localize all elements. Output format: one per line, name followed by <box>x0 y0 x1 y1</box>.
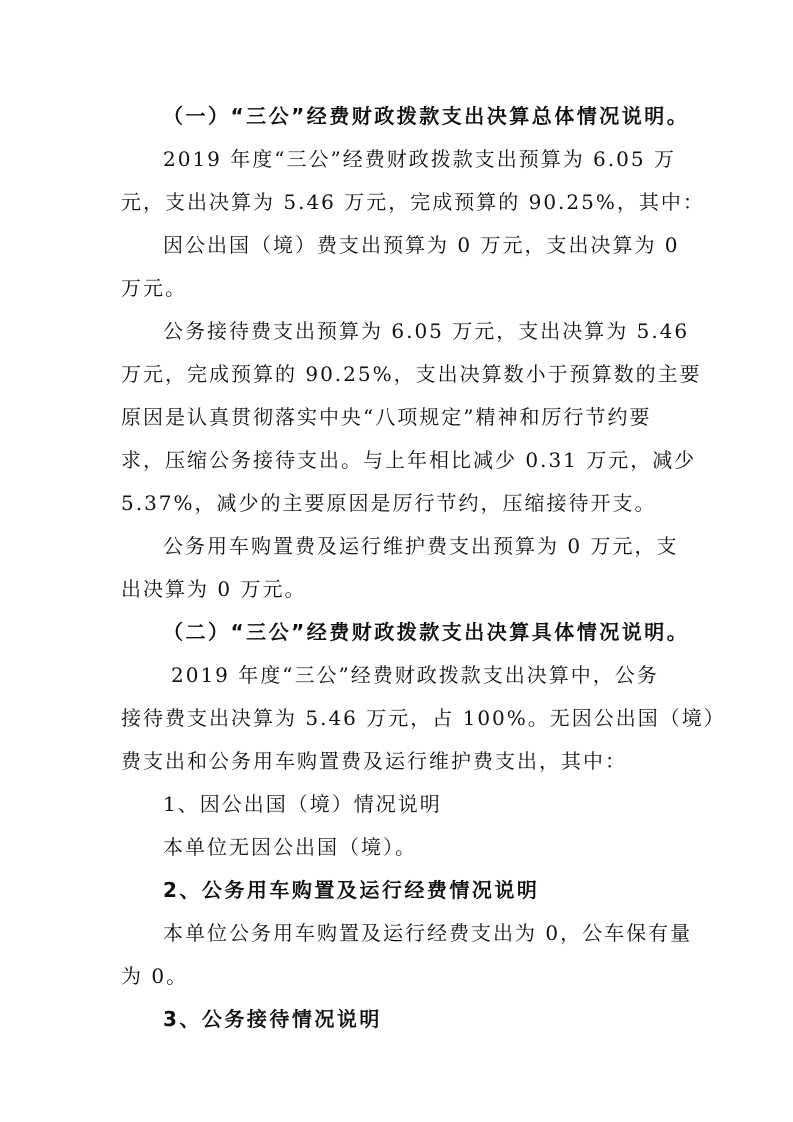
paragraph-line: 公务接待费支出预算为 6.05 万元，支出决算为 5.46 <box>163 319 690 343</box>
paragraph-line: 为 0。 <box>121 964 189 988</box>
paragraph-line: 元，支出决算为 5.46 万元，完成预算的 90.25%，其中： <box>121 190 705 214</box>
section1-heading: （一）“三公”经费财政拨款支出决算总体情况说明。 <box>163 104 690 128</box>
paragraph-line: 接待费支出决算为 5.46 万元，占 100%。无因公出国（境） <box>121 706 726 730</box>
paragraph-line: 本单位公务用车购置及运行经费支出为 0，公车保有量 <box>163 921 693 945</box>
paragraph-line: 费支出和公务用车购置费及运行维护费支出，其中： <box>121 749 627 773</box>
paragraph-line: 公务用车购置费及运行维护费支出预算为 0 万元，支 <box>163 534 679 558</box>
paragraph-line: 5.37%，减少的主要原因是厉行节约，压缩接待开支。 <box>121 491 657 515</box>
paragraph-line: 原因是认真贯彻落实中央“八项规定”精神和厉行节约要 <box>121 405 652 429</box>
paragraph-line: 因公出国（境）费支出预算为 0 万元，支出决算为 0 <box>163 233 680 257</box>
item2-heading: 2、公务用车购置及运行经费情况说明 <box>163 878 540 902</box>
section2-heading: （二）“三公”经费财政拨款支出决算具体情况说明。 <box>163 620 690 644</box>
item3-heading: 3、公务接待情况说明 <box>163 1007 382 1031</box>
paragraph-line: 出决算为 0 万元。 <box>121 577 307 601</box>
paragraph-line: 万元。 <box>121 276 187 300</box>
paragraph-line: 万元，完成预算的 90.25%，支出决算数小于预算数的主要 <box>121 362 702 386</box>
paragraph-line: 2019 年度“三公”经费财政拨款支出决算中，公务 <box>171 663 659 687</box>
item1-heading: 1、因公出国（境）情况说明 <box>163 792 442 816</box>
paragraph-line: 求，压缩公务接待支出。与上年相比减少 0.31 万元，减少 <box>121 448 697 472</box>
item1-text: 本单位无因公出国（境）。 <box>163 835 417 859</box>
paragraph-line: 2019 年度“三公”经费财政拨款支出预算为 6.05 万 <box>163 147 676 171</box>
